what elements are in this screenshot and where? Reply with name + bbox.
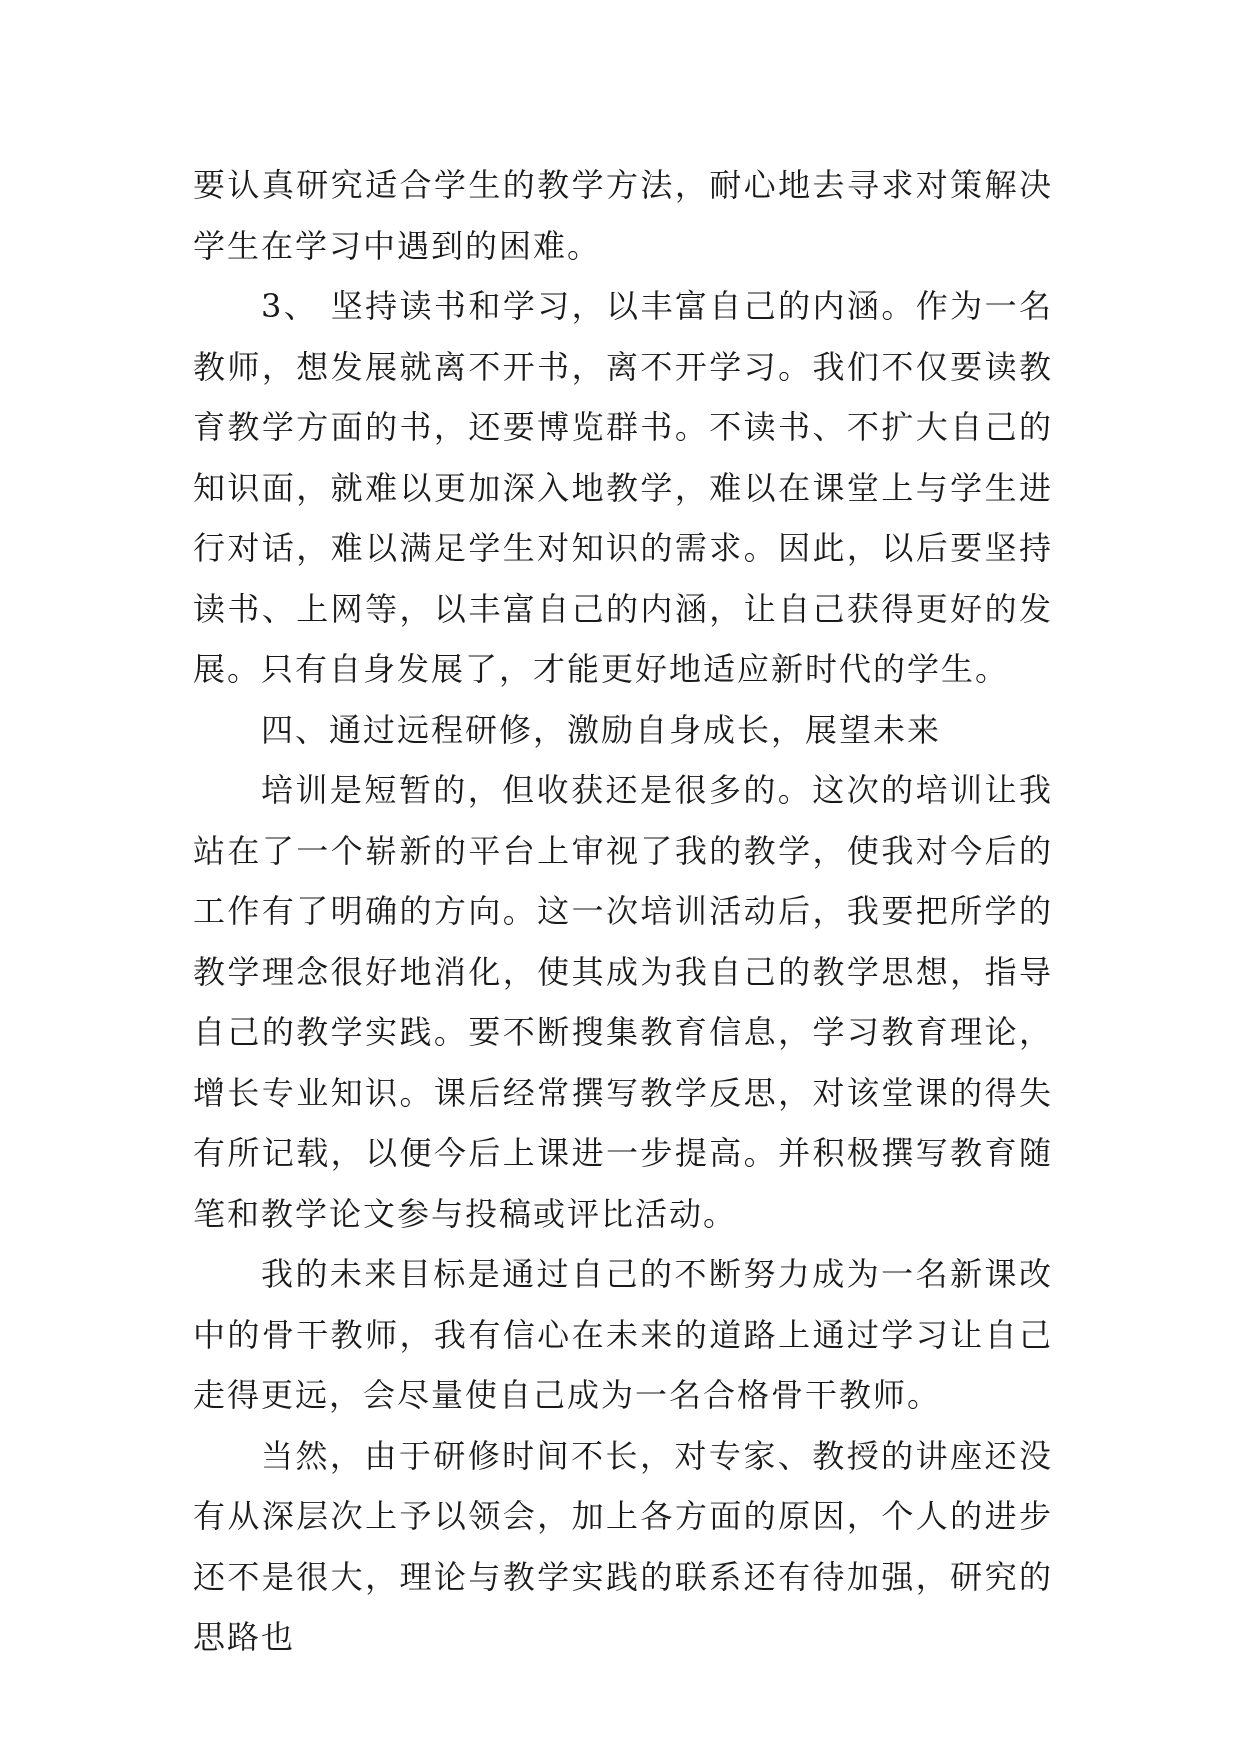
paragraph-5: 当然，由于研修时间不长，对专家、教授的讲座还没有从深层次上予以领会，加上各方面的原因，个人的进步还不是很大，理论与教学实践的联系还有待加强，研究的思路也 [193, 1436, 1053, 1656]
document-body [193, 155, 1053, 1668]
paragraph-1: 要认真研究适合学生的教学方法，耐心地去寻求对策解决学生在学习中遇到的困难。 [193, 166, 1053, 265]
section-heading: 四、通过远程研修，激励自身成长，展望未来 [261, 710, 942, 749]
paragraph-3: 培训是短暂的，但收获还是很多的。这次的培训让我站在了一个崭新的平台上审视了我的教学，使我对今后的工作有了明确的方向。这一次培训活动后，我要把所学的教学理念很好地消化，使其成为我自己的教学思想，指导自己的教学实践。要不断搜集教育信息，学习教育理论，增长专业知识。课后经常撰写教学反思，对该堂课的得失有所记载，以便今后上课进一步提高。并积极撰写教育随笔和教学论文参与投稿或评比活动。 [193, 771, 1053, 1233]
paragraph-4: 我的未来目标是通过自己的不断努力成为一名新课改中的骨干教师，我有信心在未来的道路上通过学习让自己走得更远，会尽量使自己成为一名合格骨干教师。 [193, 1255, 1053, 1414]
paragraph-2: 3、 坚持读书和学习，以丰富自己的内涵。作为一名教师，想发展就离不开书，离不开学习。我们不仅要读教育教学方面的书，还要博览群书。不读书、不扩大自己的知识面，就难以更加深入地教学，难以在课堂上与学生进行对话，难以满足学生对知识的需求。因此，以后要坚持读书、上网等，以丰富自己的内涵，让自己获得更好的发展。只有自身发展了，才能更好地适应新时代的学生。 [193, 287, 1053, 688]
